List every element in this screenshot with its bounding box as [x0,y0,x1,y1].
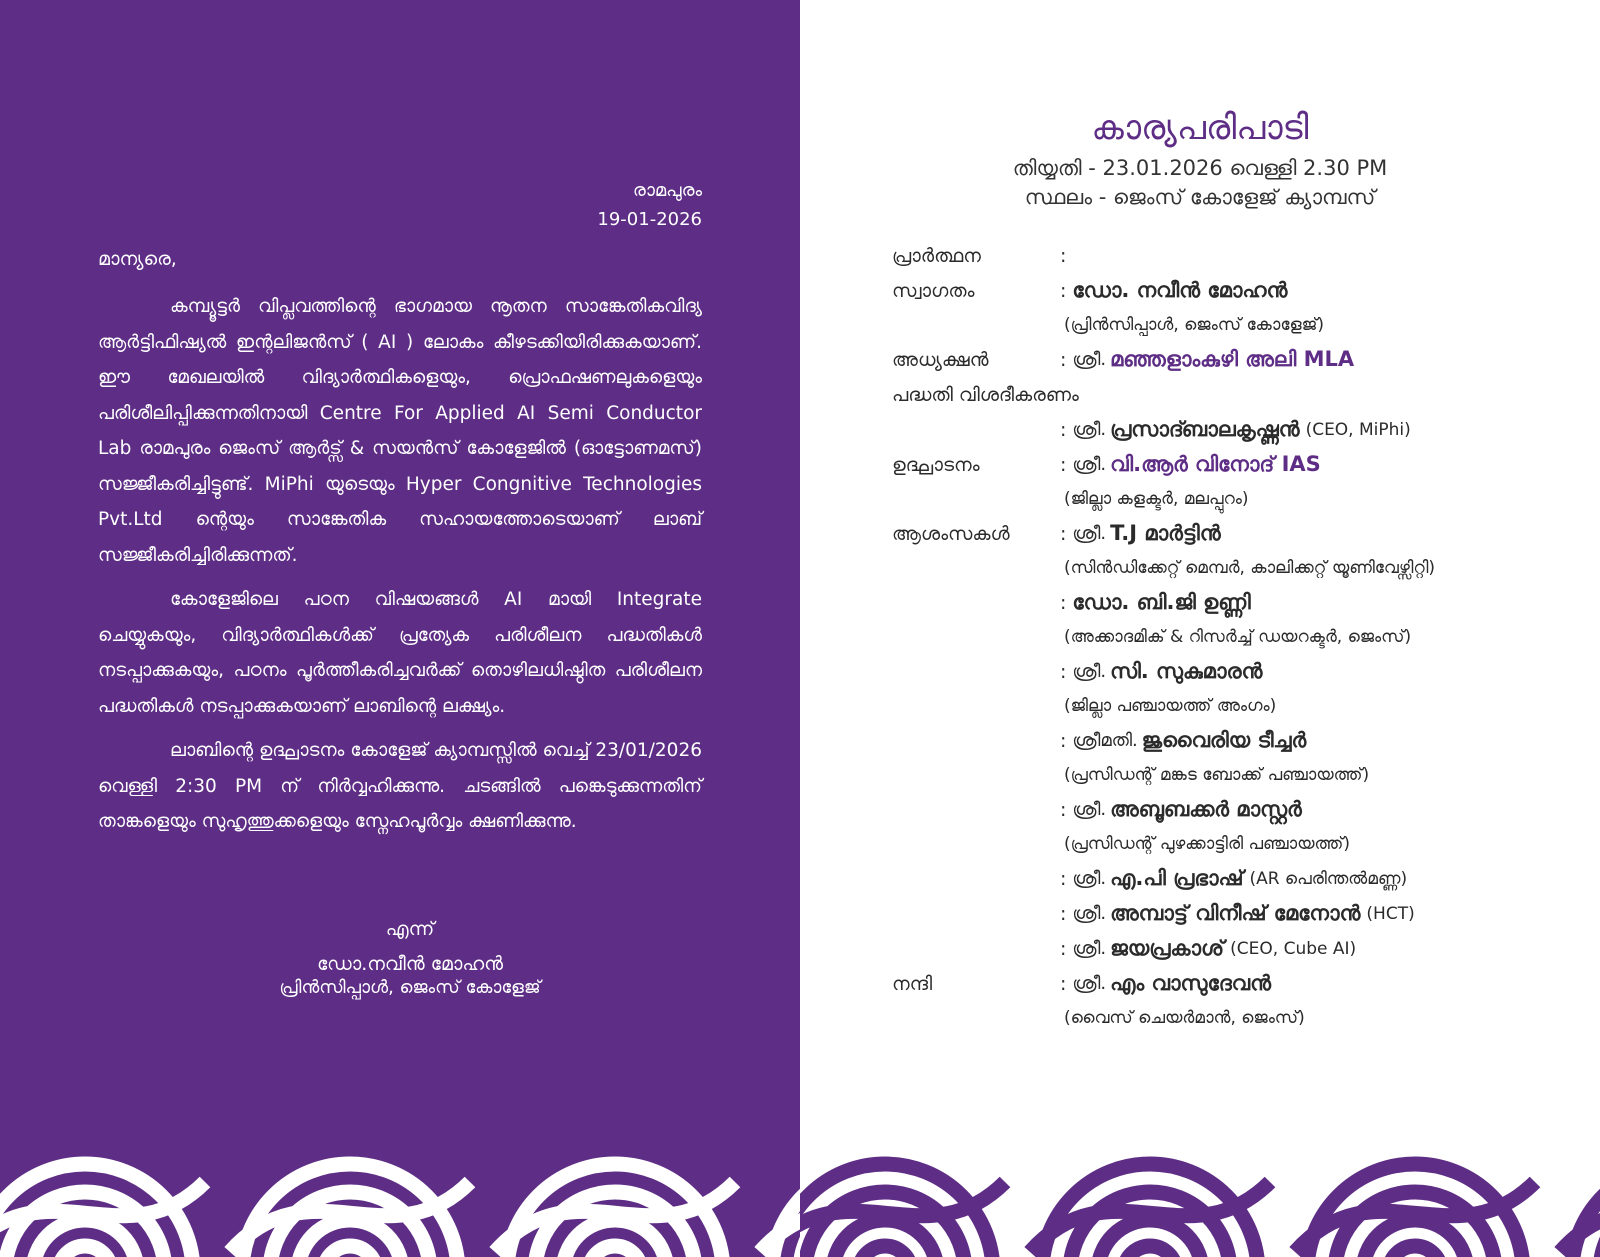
programme-colon: : [1060,660,1067,683]
wave-pattern-decoration [800,1122,1600,1257]
programme-colon: : [1060,972,1067,995]
programme-role: പദ്ധതി വിശദീകരണം [892,383,1079,406]
speaker-designation: (പ്രിൻസിപ്പാൾ, ജെംസ് കോളേജ്) [1064,315,1325,335]
programme-colon: : [1060,729,1067,752]
wave-swirl [1560,1164,1600,1257]
programme-row [892,792,1592,827]
letter-closing: എന്ന് [385,918,435,940]
speaker-honorific: ശ്രീമതി. [1072,730,1138,751]
speaker-designation-row [892,308,1592,342]
speaker-affiliation: (AR പെരിന്തൽമണ്ണ) [1249,868,1408,889]
speaker-name: ജുവൈരിയ ടീച്ചർ [1141,728,1307,752]
speaker-designation: (അക്കാദമിക് & റിസർച്ച് ഡയറക്ടർ, ജെംസ്) [1064,627,1412,647]
programme-row [892,412,1592,447]
speaker-designation-row [892,827,1592,861]
speaker-honorific: ശ്രീ. [1072,454,1107,475]
speaker-designation-row [892,758,1592,792]
speaker-name: ഡോ. ബി.ജി ഉണ്ണി [1072,590,1251,614]
programme-row [892,273,1592,308]
speaker-honorific: ശ്രീ. [1072,419,1107,440]
speaker-honorific: ശ്രീ. [1072,661,1107,682]
wave-swirl [0,1164,205,1257]
programme-list [892,238,1592,1035]
letter-paragraph: കമ്പ്യൂട്ടർ വിപ്ലവത്തിന്റെ ഭാഗമായ നൂതന സാങ്കേതികവിദ്യ ആർട്ടിഫിഷ്യൽ ഇന്റലിജൻസ് ( AI ) ലോകം കീഴടക്കിയിരിക്കുകയാണ്. ഈ മേഖലയിൽ വിദ്യാർത്ഥികളെയും, പ്രൊഫഷണലുകളെയും പരിശീലിപ്പിക്കുന്നതിനായി Centre For Applied AI Semi Conductor Lab രാമപുരം ജെംസ് ആർട്സ് & സയൻസ് കോളേജിൽ (ഓട്ടോണമസ്) സജ്ജീകരിച്ചിട്ടുണ്ട്. MiPhi യുടെയും Hyper Congnitive Technologies Pvt.Ltd ന്റെയും സാങ്കേതിക സഹായത്തോടെയാണ് ലാബ് സജ്ജീകരിച്ചിരിക്കുന്നത്. [98,296,702,566]
wave-swirl [760,1164,800,1257]
programme-row [892,966,1592,1001]
wave-swirl [1030,1164,1270,1257]
wave-swirl [800,1164,1005,1257]
speaker-affiliation: (CEO, MiPhi) [1305,419,1411,440]
speaker-designation-row [892,620,1592,654]
speaker-designation-row [892,689,1592,723]
letter-body [98,289,702,849]
speaker-designation: (പ്രസിഡന്റ് പുഴക്കാട്ടിരി പഞ്ചായത്ത്) [1064,834,1350,854]
signatory-title: പ്രിൻസിപ്പാൾ, ജെംസ് കോളേജ് [279,977,541,998]
speaker-name: അമ്പാട്ട് വിനീഷ് മേനോൻ [1110,901,1361,925]
speaker-name: പ്രസാദ്ബാലകൃഷ്ണൻ [1110,417,1300,441]
programme-row [892,516,1592,551]
speaker-honorific: ശ്രീ. [1072,938,1107,959]
letter-signature [180,918,640,1000]
programme-colon: : [1060,798,1067,821]
programme-panel [800,0,1600,1257]
letter-paragraph: കോളേജിലെ പഠന വിഷയങ്ങൾ AI മായി Integrate ചെയ്യുകയും, വിദ്യാർത്ഥികൾക്ക് പ്രത്യേക പരിശീലന പദ്ധതികൾ നടപ്പാക്കുകയും, പഠനം പൂർത്തീകരിച്ചവർക്ക് തൊഴിലധിഷ്ഠിത പരിശീലന പദ്ധതികൾ നടപ്പാക്കുകയാണ് ലാബിന്റെ ലക്ഷ്യം. [98,589,702,717]
signatory-name: ഡോ.നവീൻ മോഹൻ [316,953,504,975]
programme-colon: : [1060,591,1067,614]
programme-role: ആശംസകൾ [892,522,1010,545]
programme-role: സ്വാഗതം [892,279,975,302]
programme-row [892,896,1592,931]
programme-colon: : [1060,418,1067,441]
programme-colon: : [1060,453,1067,476]
speaker-honorific: ശ്രീ. [1072,349,1107,370]
letter-date: 19-01-2026 [597,209,702,230]
programme-row [892,342,1592,377]
speaker-designation: (ജില്ലാ പഞ്ചായത്ത് അംഗം) [1064,696,1277,716]
speaker-designation: (വൈസ് ചെയർമാൻ, ജെംസ്) [1064,1008,1305,1028]
programme-date: തിയ്യതി - 23.01.2026 വെള്ളി 2.30 PM [1012,156,1388,180]
programme-row [892,861,1592,896]
programme-row [892,931,1592,966]
speaker-honorific: ശ്രീ. [1072,973,1107,994]
letter-place: രാമപുരം [632,180,702,201]
wave-pattern-decoration [0,1122,800,1257]
speaker-designation: (സിൻഡിക്കേറ്റ് മെമ്പർ, കാലിക്കറ്റ് യൂണിവേഴ്സിറ്റി) [1064,558,1436,578]
programme-colon: : [1060,867,1067,890]
programme-role: നന്ദി [892,972,933,995]
wave-swirl [495,1164,735,1257]
programme-venue: സ്ഥലം - ജെംസ് കോളേജ് ക്യാമ്പസ് [1024,185,1376,209]
wave-swirl [230,1164,470,1257]
letter-place-date [597,176,702,234]
programme-colon: : [1060,522,1067,545]
programme-row [892,447,1592,482]
wave-swirl [1295,1164,1535,1257]
letter-paragraph: ലാബിന്റെ ഉദ്ഘാടനം കോളേജ് ക്യാമ്പസ്സിൽ വെച്ച് 23/01/2026 വെള്ളി 2:30 PM ന് നിർവ്വഹിക്കുന്നു. ചടങ്ങിൽ പങ്കെടുക്കുന്നതിന് താങ്കളെയും സുഹൃത്തുക്കളെയും സ്നേഹപൂർവ്വം ക്ഷണിക്കുന്നു. [98,740,702,832]
programme-row [892,723,1592,758]
speaker-designation: (പ്രസിഡന്റ് മങ്കട ബോക്ക് പഞ്ചായത്ത്) [1064,765,1370,785]
programme-row [892,377,1592,412]
programme-colon: : [1060,937,1067,960]
programme-row [892,585,1592,620]
programme-row [892,654,1592,689]
speaker-honorific: ശ്രീ. [1072,799,1107,820]
speaker-name: അബൂബക്കർ മാസ്റ്റർ [1110,797,1302,821]
speaker-name: വി.ആർ വിനോദ് IAS [1110,452,1321,476]
speaker-affiliation: (CEO, Cube AI) [1230,938,1357,959]
speaker-name: സി. സുകുമാരൻ [1110,659,1263,683]
programme-role: ഉദ്ഘാടനം [892,453,980,476]
speaker-name: മഞ്ഞളാംകുഴി അലി MLA [1110,347,1355,371]
speaker-name: T.J മാർട്ടിൻ [1110,521,1221,545]
programme-row [892,238,1592,273]
speaker-honorific: ശ്രീ. [1072,868,1107,889]
letter-salutation: മാന്യരെ, [98,248,177,270]
speaker-designation-row [892,482,1592,516]
speaker-honorific: ശ്രീ. [1072,903,1107,924]
speaker-designation-row [892,1001,1592,1035]
programme-role: പ്രാർത്ഥന [892,244,981,267]
programme-colon: : [1060,279,1067,302]
speaker-designation: (ജില്ലാ കളക്ടർ, മലപ്പുറം) [1064,489,1249,509]
programme-title: കാര്യപരിപാടി [1091,108,1309,148]
programme-colon: : [1060,902,1067,925]
speaker-designation-row [892,551,1592,585]
programme-role: അധ്യക്ഷൻ [892,348,989,371]
programme-colon: : [1060,244,1067,267]
speaker-name: ജയപ്രകാശ് [1110,936,1225,960]
speaker-name: എ.പി പ്രഭാഷ് [1110,866,1244,890]
speaker-affiliation: (HCT) [1366,903,1415,924]
speaker-name: എം വാസുദേവൻ [1110,971,1271,995]
speaker-name: ഡോ. നവീൻ മോഹൻ [1072,278,1288,302]
programme-colon: : [1060,348,1067,371]
speaker-honorific: ശ്രീ. [1072,523,1107,544]
